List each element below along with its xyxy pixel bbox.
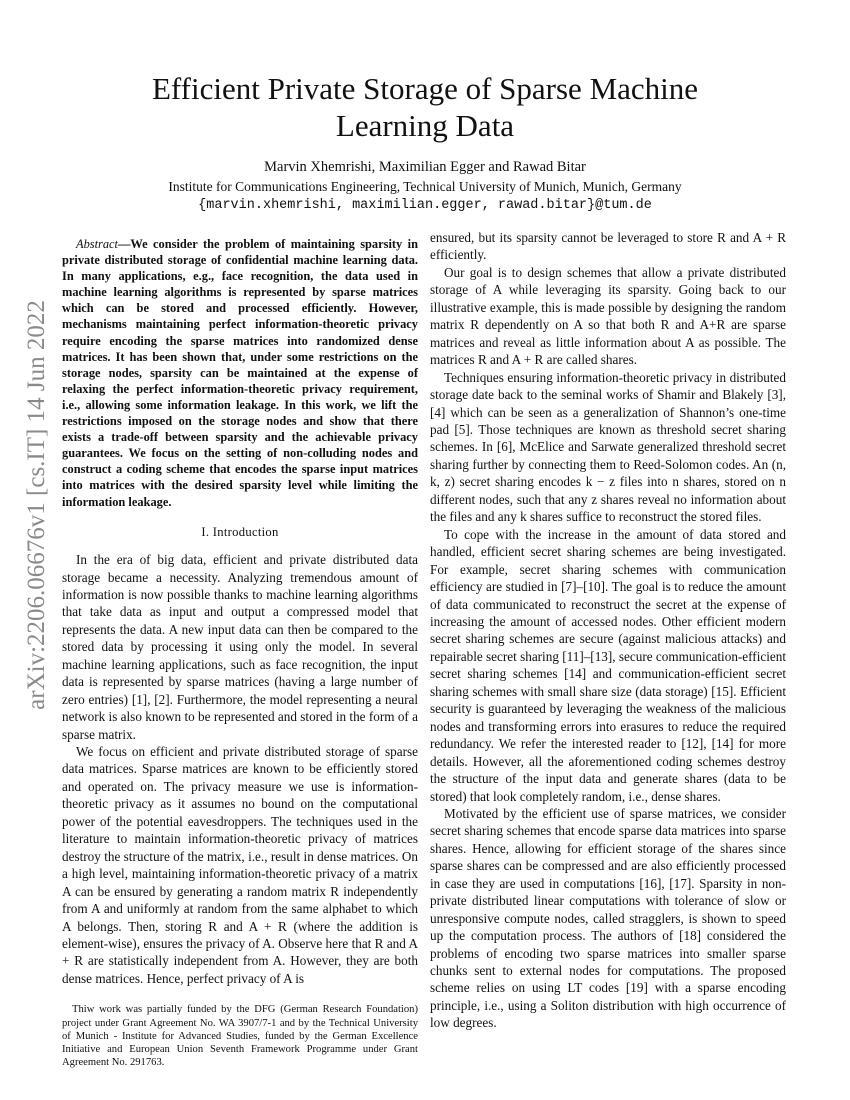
email: {marvin.xhemrishi, maximilian.egger, rawad.bitar}@tum.de — [198, 198, 652, 213]
paragraph: ensured, but its sparsity cannot be leveraged to store R and A + R efficiently. — [430, 230, 786, 263]
paragraph: Motivated by the efficient use of sparse matrices, we consider secret sharing schemes that encode sparse data matrices into sparse shares. Hence, allowing for efficient storage of the shares since sparse shares can be compressed and are also efficiently processed in case they are used in computations [16], [17]. Sparsity in non-private distributed linear computations with tolerance of slow or unresponsive compute nodes, called stragglers, is shown to speed up the computation process. The authors of [18] considered the problems of encoding two sparse matrices into smaller sparse chunks sent to external nodes for computations. The proposed scheme relies on using LT codes [19] with a sparse encoding principle, i.e., using a Soliton distribution with high occurrence of low degrees. — [430, 805, 786, 1031]
paragraph: Techniques ensuring information-theoretic privacy in distributed storage date back to the seminal works of Shamir and Blakely [3], [4] which can be seen as a generalization of Shannon’s one-time pad [5]. Those techniques are known as threshold secret sharing schemes. In [6], McElice and Sarwate generalized threshold secret sharing further by connecting them to Reed-Solomon codes. An (n, k, z) secret sharing encodes k − z files into n shares, stored on n different nodes, such that any z shares reveal no information about the files and any k shares suffice to reconstruct the stored files. — [430, 369, 786, 525]
section-heading-introduction: I. Introduction — [201, 524, 279, 539]
title-line-2: Learning Data — [335, 108, 515, 143]
footnote-text: Thiw work was partially funded by the DFG (German Research Foundation) project under Grant Agreement No. WA 3907/7-1 and by the Technical University of Munich - Institute for Advanced Studies, funded by the German Excellence Initiative and European Union Seventh Framework Programme under Grant Agreement No. 291763. — [62, 1004, 418, 1069]
abstract-text: —We consider the problem of maintaining sparsity in private distributed storage of confidential machine learning data. In many applications, e.g., face recognition, the data used in machine learning algorithms is represented by sparse matrices which can be stored and processed efficiently. However, mechanisms maintaining perfect information-theoretic privacy require encoding the sparse matrices into randomized dense matrices. It has been shown that, under some restrictions on the storage nodes, sparsity can be maintained at the expense of relaxing the perfect information-theoretic privacy requirement, i.e., allowing some information leakage. In this work, we lift the restrictions imposed on the storage nodes and show that there exists a trade-off between sparsity and the achievable privacy guarantees. We focus on the setting of non-colluding nodes and construct a coding scheme that encodes the sparse input matrices into matrices with the desired sparsity level while limiting the information leakage. — [62, 237, 418, 509]
authors: Marvin Xhemrishi, Maximilian Egger and Rawad Bitar — [264, 159, 586, 175]
paragraph: In the era of big data, efficient and private distributed data storage became a necessity. Analyzing tremendous amount of information is now possible thanks to machine learning algorithms that take data as input and output a compressed model that represents the data. A new input data can then be compared to the stored data by processing it using only the model. In several machine learning applications, such as face recognition, the input data is represented by sparse matrices (having a large number of zero entries) [1], [2]. Furthermore, the model representing a neural network is also known to be represented and stored in the form of a sparse matrix. — [62, 552, 418, 742]
title-line-1: Efficient Private Storage of Sparse Machine — [151, 71, 699, 106]
paragraph: Our goal is to design schemes that allow a private distributed storage of A while leveraging its sparsity. Going back to our illustrative example, this is made possible by designing the random matrix R dependently on A so that both R and A+R are sparse matrices and reveal as little information about A as possible. The matrices R and A + R are called shares. — [430, 264, 786, 368]
arxiv-identifier: arXiv:2206.06676v1 [cs.IT] 14 Jun 2022 — [23, 300, 50, 710]
right-column — [430, 229, 786, 1032]
left-column — [62, 236, 418, 1069]
affiliation: Institute for Communications Engineering, Technical University of Munich, Munich, Germany — [168, 179, 682, 194]
paper-title — [60, 70, 790, 144]
funding-footnote — [62, 1003, 418, 1069]
paragraph: We focus on efficient and private distributed storage of sparse data matrices. Sparse matrices are known to be efficiently stored and operated on. The privacy measure we use is information-theoretic privacy as it assumes no bound on the computational power of the potential eavesdroppers. The techniques used in the literature to maintain information-theoretic privacy of matrices destroy the structure of the matrix, i.e., result in dense matrices. On a high level, maintaining information-theoretic privacy of a matrix A can be ensured by generating a random matrix R independently from A and uniformly at random from the same alphabet to which A belongs. Then, storing R and A + R (where the addition is element-wise), ensures the privacy of A. Observe here that R and A + R are statistically independent from A. However, they are both dense matrices. Hence, perfect privacy of A is — [62, 744, 418, 986]
abstract-label: Abstract — [76, 237, 118, 251]
paragraph: To cope with the increase in the amount of data stored and handled, efficient secret sharing schemes are being investigated. For example, secret sharing schemes with communication efficiency are studied in [7]–[10]. The goal is to reduce the amount of data communicated to reconstruct the secret at the expense of increasing the amount of accessed nodes. Other efficient modern secret sharing schemes are secure (against malicious attacks) and repairable secret sharing [11]–[13], secure communication-efficient secret sharing schemes [14] and communication-efficient secret sharing schemes with small share size (data storage) [15]. Efficient security is guaranteed by leveraging the weakness of the malicious nodes and transforming errors into erasures to reduce the required redundancy. We refer the interested reader to [12], [14] for more details. However, all the aforementioned coding schemes destroy the structure of the input data and generate shares (data to be stored) that look completely random, i.e., dense shares. — [430, 526, 786, 804]
abstract — [62, 236, 418, 510]
